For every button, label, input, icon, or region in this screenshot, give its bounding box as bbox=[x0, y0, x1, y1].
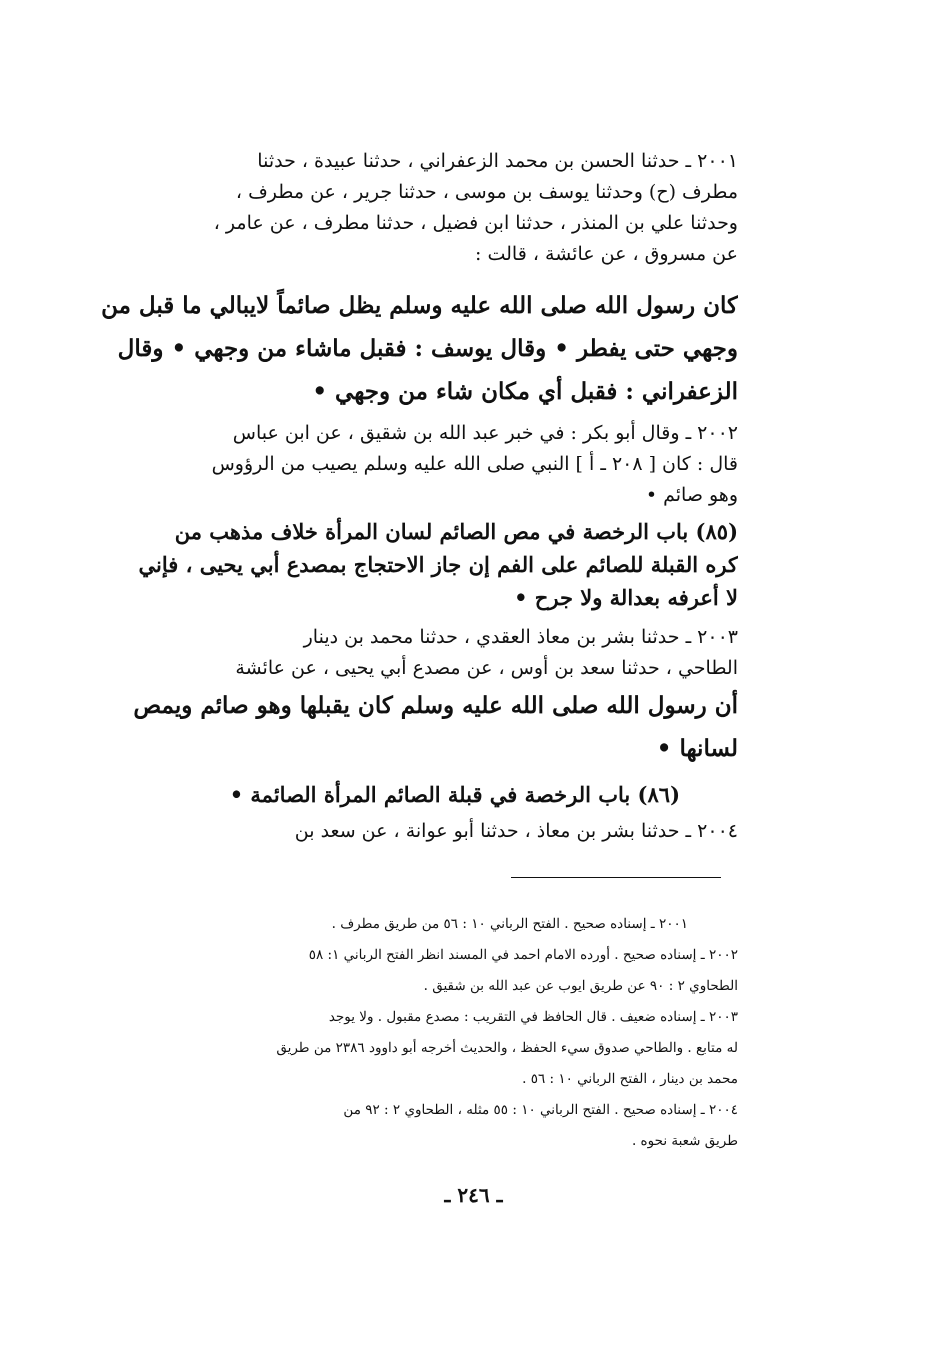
footnote-line: محمد بن دينار ، الفتح الرباني ١٠ : ٥٦ . bbox=[522, 1071, 738, 1087]
text-line: وحدثنا علي بن المنذر ، حدثنا ابن فضيل ، حدثنا مطرف ، عن عامر ، bbox=[213, 212, 738, 234]
text-line: وهو صائم • bbox=[645, 484, 738, 506]
hadith-2002 bbox=[88, 418, 738, 511]
heading-line: (٨٦) باب الرخصة في قبلة الصائم المرأة الصائمة • bbox=[229, 782, 680, 807]
text-line: ٢٠٠١ ـ حدثنا الحسن بن محمد الزعفراني ، حدثنا عبيدة ، حدثنا bbox=[257, 150, 738, 172]
text-line: لسانها • bbox=[656, 735, 738, 762]
footnote-line: ٢٠٠٣ ـ إسناده ضعيف . قال الحافظ في التقريب : مصدع مقبول . ولا يوجد bbox=[328, 1009, 738, 1025]
text-line: ٢٠٠٢ ـ وقال أبو بكر : في خبر عبد الله بن شقيق ، عن ابن عباس bbox=[232, 422, 738, 444]
footnote-line: ٢٠٠١ ـ إسناده صحيح . الفتح الرباني ١٠ : ٥٦ من طريق مطرف . bbox=[331, 916, 688, 932]
hadith-2003-isnad bbox=[88, 622, 738, 684]
footnote-separator bbox=[511, 877, 721, 878]
text-line: ٢٠٠٣ ـ حدثنا بشر بن معاذ العقدي ، حدثنا محمد بن دينار bbox=[303, 626, 738, 648]
heading-line: كره القبلة للصائم على الفم إن جاز الاحتجاج بمصدع أبي يحيى ، فإني bbox=[138, 552, 738, 577]
heading-line: لا أعرفه بعدالة ولا جرح • bbox=[514, 585, 738, 610]
text-line: قال : كان [ ٢٠٨ ـ أ ] النبي صلى الله عليه وسلم يصيب من الرؤوس bbox=[211, 453, 738, 475]
chapter-86-heading bbox=[88, 778, 738, 811]
footnotes bbox=[88, 909, 738, 1157]
heading-line: (٨٥) باب الرخصة في مص الصائم لسان المرأة خلاف مذهب من bbox=[174, 519, 738, 544]
text-line: وجهي حتى يفطر • وقال يوسف : فقبل ماشاء من وجهي • وقال bbox=[117, 335, 738, 362]
hadith-2001-matn bbox=[88, 284, 738, 413]
footnote-line: ٢٠٠٢ ـ إسناده صحيح . أورده الامام احمد في المسند انظر الفتح الرباني ١: ٥٨ bbox=[308, 947, 738, 963]
footnote-line: له متابع . والطاحي صدوق سيء الحفظ ، والحديث أخرجه أبو داوود ٢٣٨٦ من طريق bbox=[276, 1040, 738, 1056]
text-line: الطاحي ، حدثنا سعد بن أوس ، عن مصدع أبي يحيى ، عن عائشة bbox=[235, 657, 738, 679]
footnote-line: الطحاوي ٢ : ٩٠ عن طريق ايوب عن عبد الله بن شقيق . bbox=[423, 978, 738, 994]
text-line: عن مسروق ، عن عائشة ، قالت : bbox=[475, 243, 738, 265]
text-line: مطرف (ح) وحدثنا يوسف بن موسى ، حدثنا جرير ، عن مطرف ، bbox=[235, 181, 738, 203]
hadith-2004 bbox=[88, 816, 738, 847]
hadith-2001-isnad bbox=[88, 146, 738, 270]
footnote-line: ٢٠٠٤ ـ إسناده صحيح . الفتح الرباني ١٠ : ٥٥ مثله ، الطحاوي ٢ : ٩٢ من bbox=[343, 1102, 738, 1118]
hadith-2003-matn bbox=[88, 684, 738, 770]
text-line: الزعفراني : فقبل أي مكان شاء من وجهي • bbox=[312, 378, 738, 405]
page-number: ـ ٢٤٦ ـ bbox=[444, 1183, 503, 1207]
text-line: كان رسول الله صلى الله عليه وسلم يظل صائماً لايبالي ما قبل من bbox=[101, 292, 738, 319]
text-line: أن رسول الله صلى الله عليه وسلم كان يقبلها وهو صائم ويمص bbox=[133, 692, 738, 719]
text-line: ٢٠٠٤ ـ حدثنا بشر بن معاذ ، حدثنا أبو عوانة ، عن سعد بن bbox=[294, 820, 738, 842]
chapter-85-heading bbox=[88, 515, 738, 614]
footnote-line: طريق شعبة نحوه . bbox=[631, 1133, 738, 1149]
